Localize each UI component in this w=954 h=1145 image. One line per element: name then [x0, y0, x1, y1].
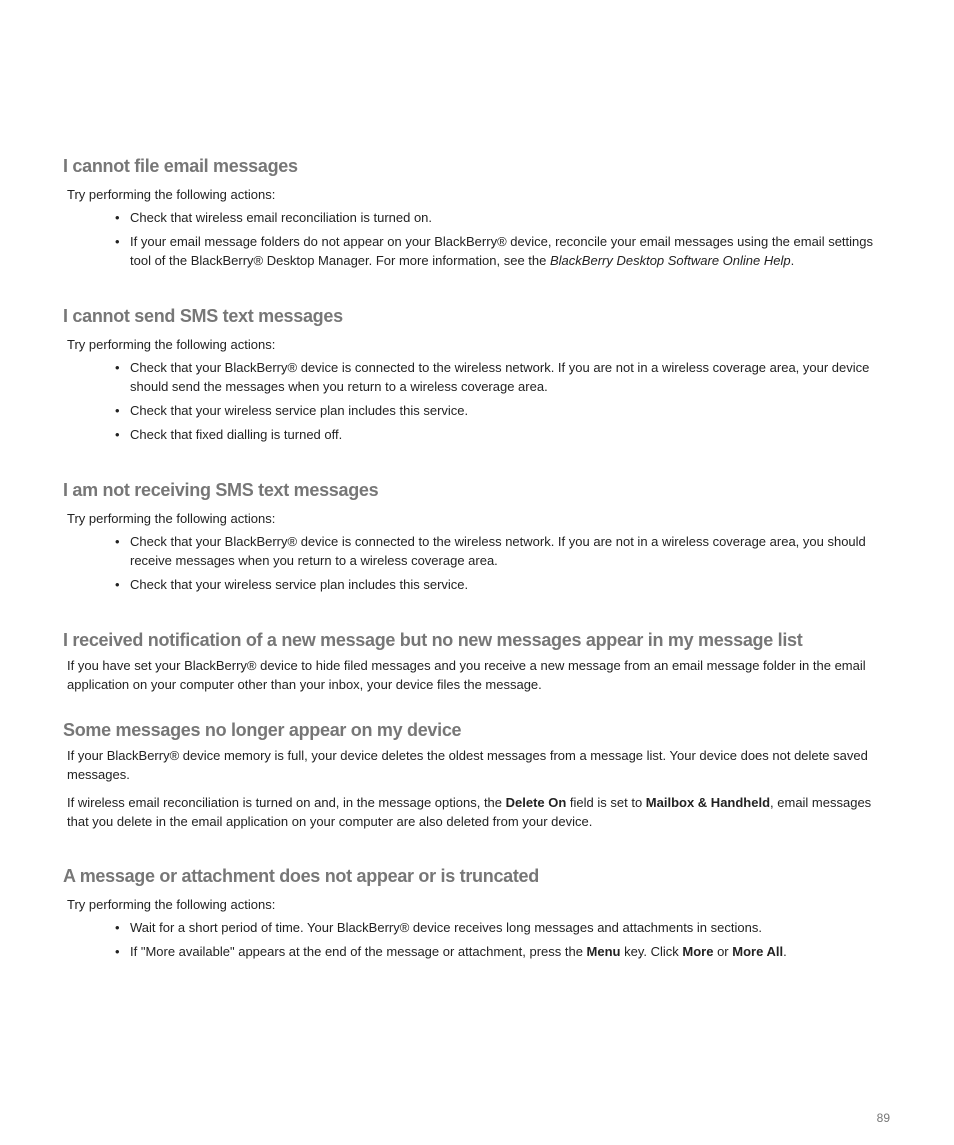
section-cannot-file-email — [63, 154, 893, 275]
list-item: • Check that your BlackBerry® device is connected to the wireless network. If you are not in a wireless coverage area, your device should send the messages when you return to a wireless coverage area. — [115, 360, 870, 394]
section-notification-no-messages — [63, 628, 893, 694]
bullet-icon: • — [115, 360, 120, 375]
list-item: • Wait for a short period of time. Your BlackBerry® device receives long messages and attachments in sections. — [115, 920, 762, 935]
section-not-receiving-sms — [63, 478, 893, 599]
page-number: 89 — [876, 1111, 890, 1125]
section-heading: I received notification of a new message but no new messages appear in my message list — [63, 630, 803, 650]
bullet-icon: • — [115, 534, 120, 549]
bullet-icon: • — [115, 234, 120, 249]
list-item: • If your email message folders do not appear on your BlackBerry® device, reconcile your email messages using the email settings tool of the BlackBerry® Desktop Manager. For more information, see the BlackBerry Desktop Software Online Help. — [115, 234, 873, 268]
section-body: If your BlackBerry® device memory is full, your device deletes the oldest messages from a message list. Your device does not delete saved messages. — [67, 748, 868, 782]
section-cannot-send-sms — [63, 304, 893, 449]
menu-key-label: Menu — [586, 944, 621, 959]
list-item: • Check that your BlackBerry® device is connected to the wireless network. If you are not in a wireless coverage area, you should receive messages when you return to a wireless coverage area. — [115, 534, 866, 568]
action-list — [63, 358, 893, 444]
delete-on-field: Delete On — [505, 795, 567, 810]
section-heading: I am not receiving SMS text messages — [63, 480, 379, 500]
more-all-option-label: More All — [732, 944, 784, 959]
section-heading: I cannot file email messages — [63, 156, 298, 176]
section-intro: Try performing the following actions: — [67, 897, 276, 912]
mailbox-handheld-option: Mailbox & Handheld — [645, 795, 771, 810]
section-intro: Try performing the following actions: — [67, 511, 276, 526]
action-list — [63, 208, 893, 270]
bullet-icon: • — [115, 577, 120, 592]
bullet-icon: • — [115, 920, 120, 935]
more-option-label: More — [682, 944, 714, 959]
section-heading: Some messages no longer appear on my device — [63, 720, 462, 740]
action-list — [63, 532, 893, 594]
section-messages-no-longer-appear — [63, 718, 893, 831]
list-item: • If "More available" appears at the end of the message or attachment, press the Menu key. Click More or More All. — [115, 944, 787, 959]
list-item: • Check that wireless email reconciliation is turned on. — [115, 210, 433, 225]
section-intro: Try performing the following actions: — [67, 337, 276, 352]
section-heading: A message or attachment does not appear or is truncated — [63, 866, 539, 886]
bullet-icon: • — [115, 944, 120, 959]
list-item: • Check that your wireless service plan includes this service. — [115, 577, 469, 592]
section-body: If wireless email reconciliation is turned on and, in the message options, the Delete On field is set to Mailbox & Handheld, email messages that you delete in the email application on your computer are also deleted from your device. — [67, 795, 872, 829]
section-attachment-truncated — [63, 864, 893, 966]
action-list — [63, 918, 893, 961]
help-reference: BlackBerry Desktop Software Online Help — [550, 253, 791, 268]
bullet-icon: • — [115, 403, 120, 418]
bullet-icon: • — [115, 427, 120, 442]
section-heading: I cannot send SMS text messages — [63, 306, 343, 326]
list-item: • Check that your wireless service plan includes this service. — [115, 403, 469, 418]
bullet-icon: • — [115, 210, 120, 225]
list-item: • Check that fixed dialling is turned off. — [115, 427, 343, 442]
section-body: If you have set your BlackBerry® device to hide filed messages and you receive a new message from an email message folder in the email application on your computer other than your inbox, your device files the message. — [67, 658, 866, 692]
section-intro: Try performing the following actions: — [67, 187, 276, 202]
